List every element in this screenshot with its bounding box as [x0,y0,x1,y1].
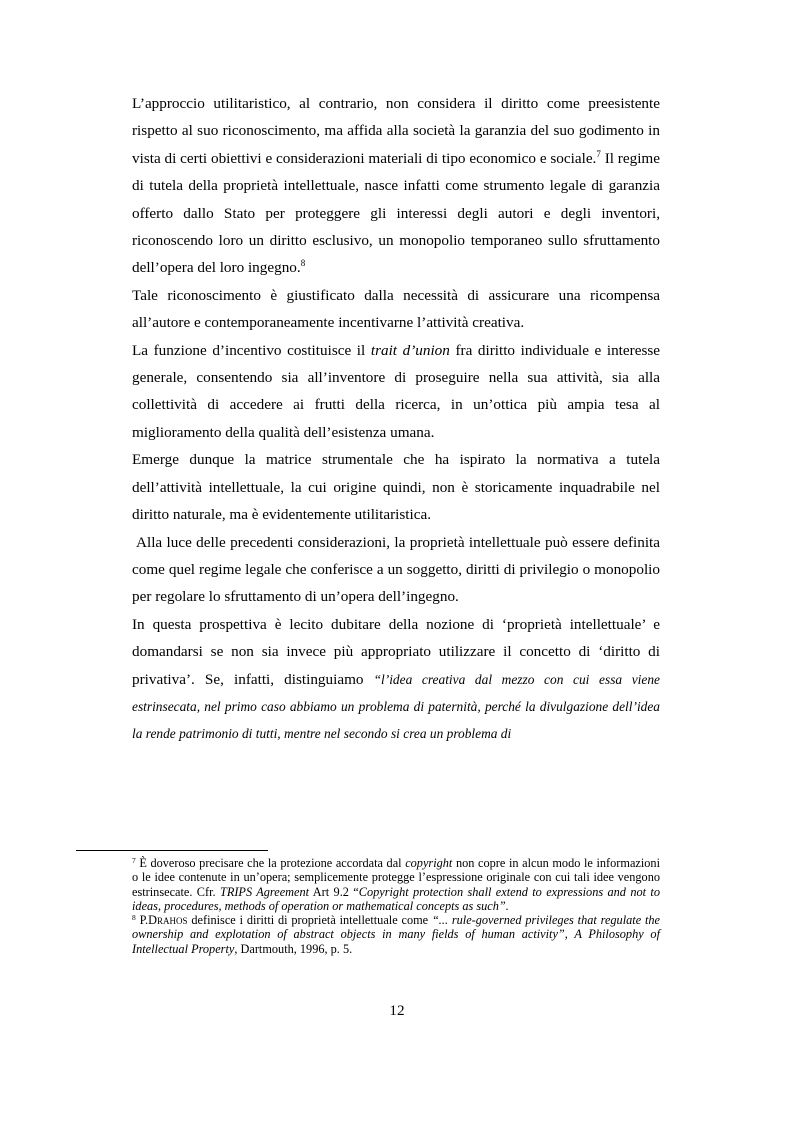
paragraph-text: In questa prospettiva è lecito dubitare della nozione di ‘proprietà intellettuale’ e domandarsi se non sia invece più appropriato utilizzare il concetto di ‘diritto di privativa’. Se, infatti, distinguiamo [132,615,660,688]
footnote-number: 7 [132,856,136,865]
footnotes [132,856,660,956]
paragraph-text: L’approccio utilitaristico, al contrario, non considera il diritto come preesistente rispetto al suo riconoscimento, ma affida alla società la garanzia del suo godimento in vista di certi obiettivi e considerazioni materiali di tipo economico e sociale. [132,95,660,167]
paragraph-2: Tale riconoscimento è giustificato dalla necessità di assicurare una ricompensa all’autore e contemporaneamente incentivarne l’attività creativa. [132,286,660,332]
footnote-ref-8[interactable]: 8 [300,258,306,269]
author-name: Drahos [148,913,188,928]
footnote-8 [132,913,660,956]
footnote-7 [132,856,660,913]
footnote-italic: TRIPS Agreement [219,884,310,899]
footnote-italic: copyright [405,856,453,870]
paragraph-text: La funzione d’incentivo costituisce il [132,341,371,359]
paragraph-6 [132,611,660,748]
footnote-text: Art 9.2 “ [309,884,359,899]
footnote-number: 8 [132,913,136,923]
paragraph-3 [132,337,660,447]
paragraph-4: Emerge dunque la matrice strumentale che ha ispirato la normativa a tutela dell’attività intellettuale, la cui origine quindi, non è storicamente inquadrabile nel diritto naturale, ma è evidentemente utilitaristica. [132,451,660,524]
footnote-text: P. [135,913,149,928]
footnote-text: definisce i diritti di proprietà intellettuale come [187,913,432,928]
paragraph-5: Alla luce delle precedenti considerazioni, la proprietà intellettuale può essere definita come quel regime legale che conferisce a un soggetto, diritti di privilegio o monopolio per regolare lo sfruttamento di un’opera dell’ingegno. [132,533,660,606]
footnote-text: , Dartmouth, 1996, p. 5. [234,941,353,956]
page-number: 12 [389,1002,405,1019]
footnote-text: È doveroso precisare che la protezione accordata dal [135,856,406,870]
paragraph-text: fra diritto individuale e interesse generale, consentendo sia all’inventore di proseguire nella sua attività, sia alla collettività di accedere ai frutti della ricerca, in un’ottica più ampia tesa al miglioramento della qualità dell’esistenza umana. [132,341,661,441]
body-text [132,90,660,748]
footnote-separator [76,850,268,851]
footnote-italic: Copyright protection shall extend to expressions and not to ideas, procedures, methods of operation or mathematical concepts as such”. [132,884,660,913]
footnote-ref-7[interactable]: 7 [596,148,601,159]
italic-term: trait d’union [370,341,450,359]
footnote-italic: “... rule-governed privileges that regulate the ownership and explotation of abstract objects in many fields of human activity”, A Philosophy of Intellectual Property [132,913,661,956]
paragraph-text: Il regime di tutela della proprietà intellettuale, nasce infatti come strumento legale di garanzia offerto dallo Stato per proteggere gli interessi degli autori e degli inventori, riconoscendo loro un diritto esclusivo, un monopolio temporaneo sullo sfruttamento dell’opera del loro ingegno. [132,149,660,277]
footnote-text: non copre in alcun modo le informazioni o le idee contenute in un’opera; semplicemente protegge l’espressione originale con cui tali idee vengono estrinsecate. Cfr. [132,856,660,899]
quotation: “l’idea creativa dal mezzo con cui essa viene estrinsecata, nel primo caso abbiamo un problema di paternità, perché la divulgazione dell’idea la rende patrimonio di tutti, mentre nel secondo si crea un problema di [132,671,660,742]
paragraph-1 [132,90,660,282]
